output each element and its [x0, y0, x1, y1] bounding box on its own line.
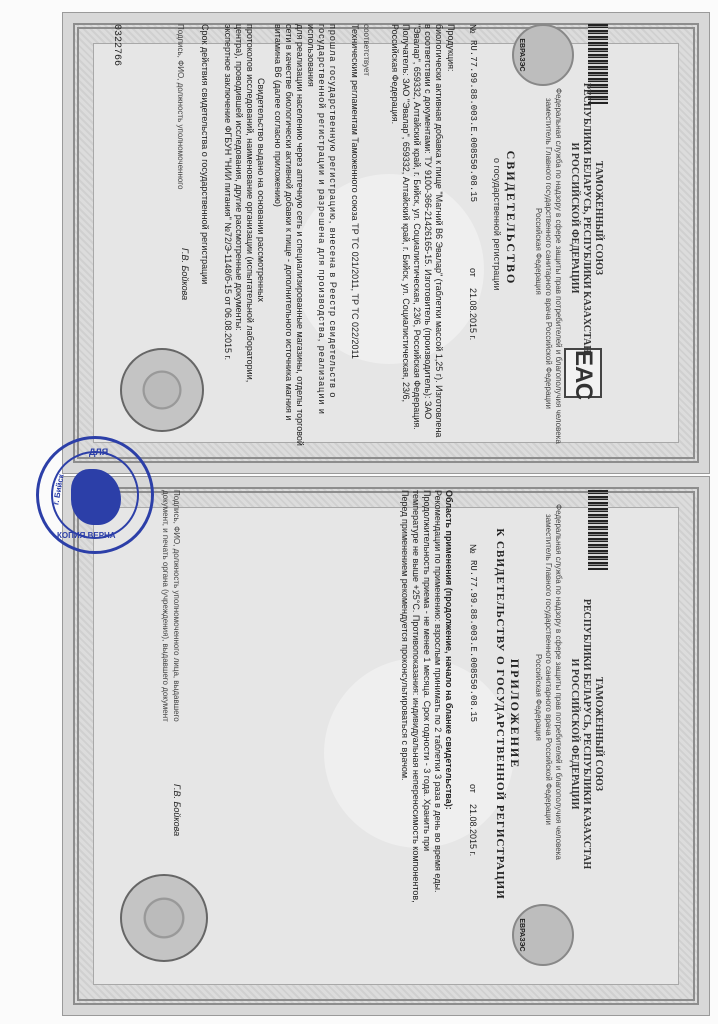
tr-line: Техническим регламентам Таможенного союза ТР ТС 021/2011, ТР ТС 022/2011 — [350, 24, 360, 359]
agency-line-2: заместитель Главного государственного санитарного врача Российской Федерации — [544, 514, 553, 825]
union-members-1: РЕСПУБЛИКИ БЕЛАРУСЬ, РЕСПУБЛИКИ КАЗАХСТАН — [581, 82, 592, 354]
logo-label: ЕВРАЗЭС — [518, 918, 525, 952]
tr-label: соответствует — [362, 24, 371, 76]
basis-line: экспертное заключение ФГБУН "НИИ питания" №72/Э-1148/б-15 от 06.08.2015 г. — [223, 24, 233, 361]
product-line: Получатель: ЗАО "Эвалар", 659332, Алтайский край, г. Бийск, ул. Социалистическая, 23/6, — [401, 24, 411, 403]
permit-line: использования — [306, 24, 316, 87]
stamp-text-top: ДЛЯ — [89, 447, 109, 457]
certificate-content — [62, 18, 622, 448]
sign-label: Подпись, ФИО, должность уполномоченного — [176, 24, 185, 190]
appendix-body-line: Перед применением рекомендуется проконсультироваться с врачом. — [400, 490, 410, 781]
product-label: Продукция: — [446, 24, 456, 72]
basis-line: протоколов исследований, наименование организации (испытательной лаборатории, — [245, 24, 255, 383]
stamp-text-city: г. Бийск — [51, 473, 66, 506]
basis-line: Свидетельство выдано на основании рассмотренных — [256, 78, 266, 302]
stamp-text-ring: КОПИЯ ВЕРНА — [57, 531, 116, 540]
appendix-body-line: Область применения (продолжение, начало на бланке свидетельства): — [444, 490, 454, 810]
agency-line-2: заместитель Главного государственного санитарного врача Российской Федерации — [544, 98, 553, 409]
eac-mark: ЕАС — [564, 348, 602, 398]
official-round-seal — [120, 348, 204, 432]
permit-line: витамина B6 (далее согласно приложению) — [273, 24, 283, 207]
date-label: от — [468, 784, 478, 793]
agency-line-3: Российская Федерация — [534, 208, 543, 295]
agency-line-1: Федеральная служба по надзору в сфере защиты прав потребителей и благополучия человека — [554, 88, 563, 444]
copy-certified-blue-stamp — [36, 436, 154, 554]
union-title: ТАМОЖЕННЫЙ СОЮЗ — [593, 160, 604, 276]
official-round-seal — [120, 874, 208, 962]
serial-number: 0322766 — [111, 24, 122, 67]
product-line: Российская Федерация. — [390, 24, 400, 125]
certificate-date: 21.08.2015 г. — [468, 288, 478, 341]
number-label: № — [468, 544, 478, 554]
permit-line: сети в качестве биологически активной добавки к пище - дополнительного источника магния и — [284, 24, 294, 421]
signer-name: Г.В. Бойкова — [172, 784, 182, 837]
union-members-2: И РОССИЙСКОЙ ФЕДЕРАЦИИ — [569, 658, 580, 810]
union-members-1: РЕСПУБЛИКИ БЕЛАРУСЬ, РЕСПУБЛИКИ КАЗАХСТАН — [581, 598, 592, 870]
certificate-number: RU.77.99.88.003.Е.008550.08.15 — [468, 40, 478, 203]
permit-line: государственной регистрации и разрешена для производства, реализации и — [317, 24, 327, 415]
appendix-number: RU.77.99.88.003.Е.008550.08.15 — [468, 560, 478, 723]
permit-line: прошла государственную регистрацию, внесена в Реестр свидетельств о — [328, 24, 338, 399]
appendix-title: ПРИЛОЖЕНИЕ — [508, 658, 522, 770]
evrazes-logo — [512, 24, 574, 86]
product-line: "Эвалар", 659332, Алтайский край, г. Бийск, ул. Социалистическая, 23/6, Российская Федерация. — [412, 24, 422, 430]
number-label: № — [468, 24, 478, 34]
validity-label: Срок действия свидетельства о государственной регистрации — [200, 24, 210, 285]
agency-line-1: Федеральная служба по надзору в сфере защиты прав потребителей и благополучия человека — [554, 504, 563, 860]
product-line: в соответствии с документами: ТУ 9100-366-21426165-15. Изготовитель (производитель): ЗАО — [423, 24, 433, 420]
union-members-2: И РОССИЙСКОЙ ФЕДЕРАЦИИ — [569, 142, 580, 294]
appendix-body-line: температуре не выше +25°С. Противопоказания: индивидуальная непереносимость компонентов, — [411, 490, 421, 903]
permit-line: для реализации населению через аптечную сеть и специализированные магазины, отделы торговой — [295, 24, 305, 446]
logo-label: ЕВРАЗЭС — [518, 38, 525, 72]
appendix-date: 21.08.2015 г. — [468, 804, 478, 857]
date-label: от — [468, 268, 478, 277]
signer-name: Г.В. Бойкова — [180, 248, 190, 301]
agency-line-3: Российская Федерация — [534, 654, 543, 741]
certificate-title: СВИДЕТЕЛЬСТВО — [504, 150, 518, 286]
appendix-body-line: Рекомендации по применению: взрослым принимать по 2 таблетки 3 раза в день во время еды. — [433, 490, 443, 893]
basis-line: центра), проводившей исследования, другие рассмотренные документы: — [234, 24, 244, 331]
evrazes-logo — [512, 904, 574, 966]
product-line: биологически активная добавка к пище "Магний B6 Эвалар" (таблетки массой 1,25 г). Изготовлена — [434, 24, 444, 438]
sign-label: Подпись, ФИО, должность уполномоченного лица, выдавшего документ, и печать органа (учреждения), выдавшего документ — [161, 490, 181, 722]
union-title: ТАМОЖЕННЫЙ СОЮЗ — [593, 676, 604, 792]
certificate-subtitle: о государственной регистрации — [492, 158, 502, 291]
appendix-subtitle: К СВИДЕТЕЛЬСТВУ О ГОСУДАРСТВЕННОЙ РЕГИСТРАЦИИ — [494, 528, 506, 900]
barcode — [588, 490, 608, 570]
appendix-body-line: Продолжительность приема - не менее 1 месяца. Срок годности - 3 года. Хранить при — [422, 490, 432, 852]
appendix-content — [62, 484, 622, 994]
